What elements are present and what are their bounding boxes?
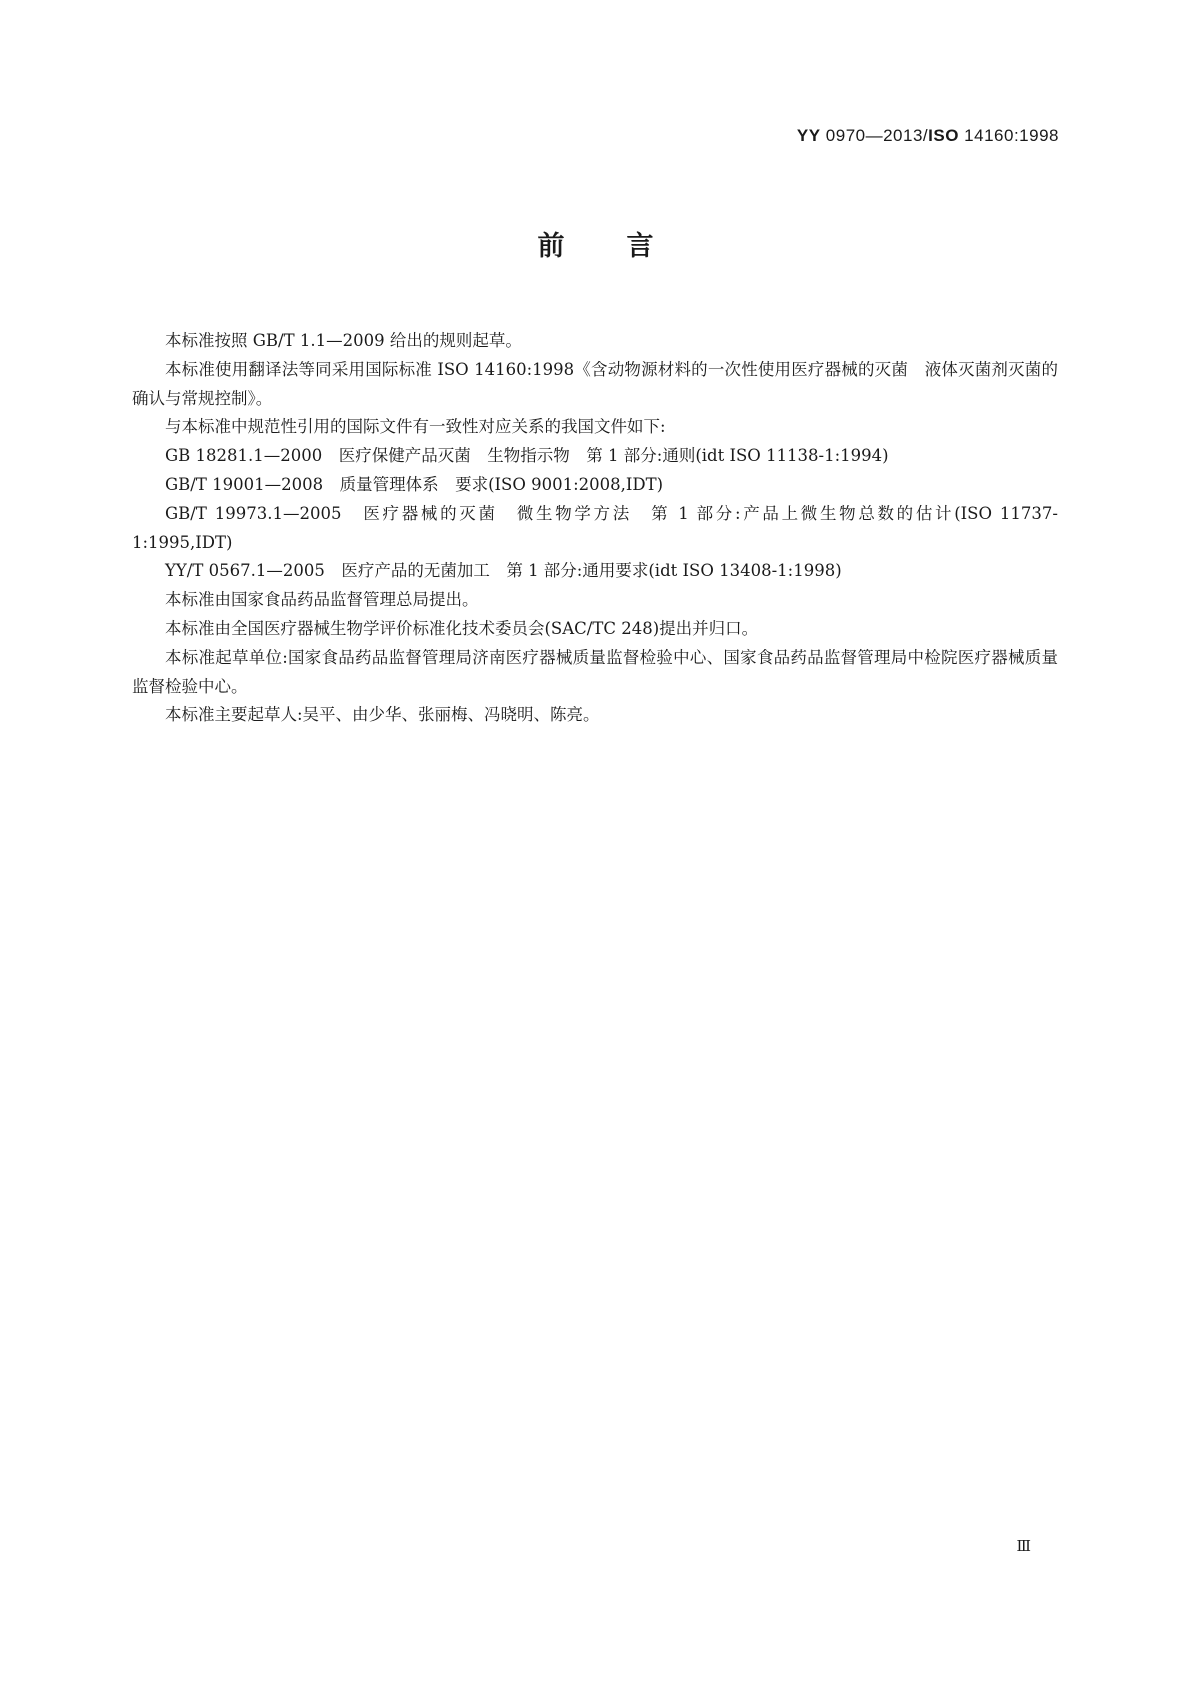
paragraph-reference-yyt0567: YY/T 0567.1—2005 医疗产品的无菌加工 第 1 部分:通用要求(idt ISO 13408-1:1998) <box>165 561 842 581</box>
page-title: 前言 <box>537 231 716 262</box>
paragraph-drafting-rules: 本标准按照 GB/T 1.1—2009 给出的规则起草。 <box>165 331 522 350</box>
standard-code-iso-number: 14160:1998 <box>958 126 1059 145</box>
page-number: Ⅲ <box>1016 1537 1031 1555</box>
paragraph-reference-gbt19973: GB/T 19973.1—2005 医疗器械的灭菌 微生物学方法 第 1 部分:产品上微生物总数的估计(ISO 11737-1:1995,IDT) <box>132 503 1058 552</box>
paragraph-proposer: 本标准由国家食品药品监督管理总局提出。 <box>165 590 479 610</box>
standard-code-iso: ISO <box>928 126 959 145</box>
paragraph-committee: 本标准由全国医疗器械生物学评价标准化技术委员会(SAC/TC 248)提出并归口。 <box>165 618 759 638</box>
paragraph-reference-gbt19001: GB/T 19001—2008 质量管理体系 要求(ISO 9001:2008,IDT) <box>165 474 664 494</box>
paragraph-translation-method: 本标准使用翻译法等同采用国际标准 ISO 14160:1998《含动物源材料的一次性使用医疗器械的灭菌 液体灭菌剂灭菌的确认与常规控制》。 <box>132 359 1058 408</box>
paragraph-reference-gb18281: GB 18281.1—2000 医疗保健产品灭菌 生物指示物 第 1 部分:通则(idt ISO 11138-1:1994) <box>165 446 889 466</box>
standard-code <box>797 126 1059 146</box>
paragraph-drafting-units: 本标准起草单位:国家食品药品监督管理局济南医疗器械质量监督检验中心、国家食品药品监督管理局中检院医疗器械质量监督检验中心。 <box>132 647 1058 696</box>
foreword-body <box>132 327 1058 730</box>
standard-code-prefix: YY <box>796 126 821 145</box>
paragraph-correspondence-intro: 与本标准中规范性引用的国际文件有一致性对应关系的我国文件如下: <box>165 417 666 437</box>
paragraph-drafters: 本标准主要起草人:吴平、由少华、张丽梅、冯晓明、陈亮。 <box>165 705 600 725</box>
standard-code-number: 0970—2013/ <box>820 126 929 145</box>
